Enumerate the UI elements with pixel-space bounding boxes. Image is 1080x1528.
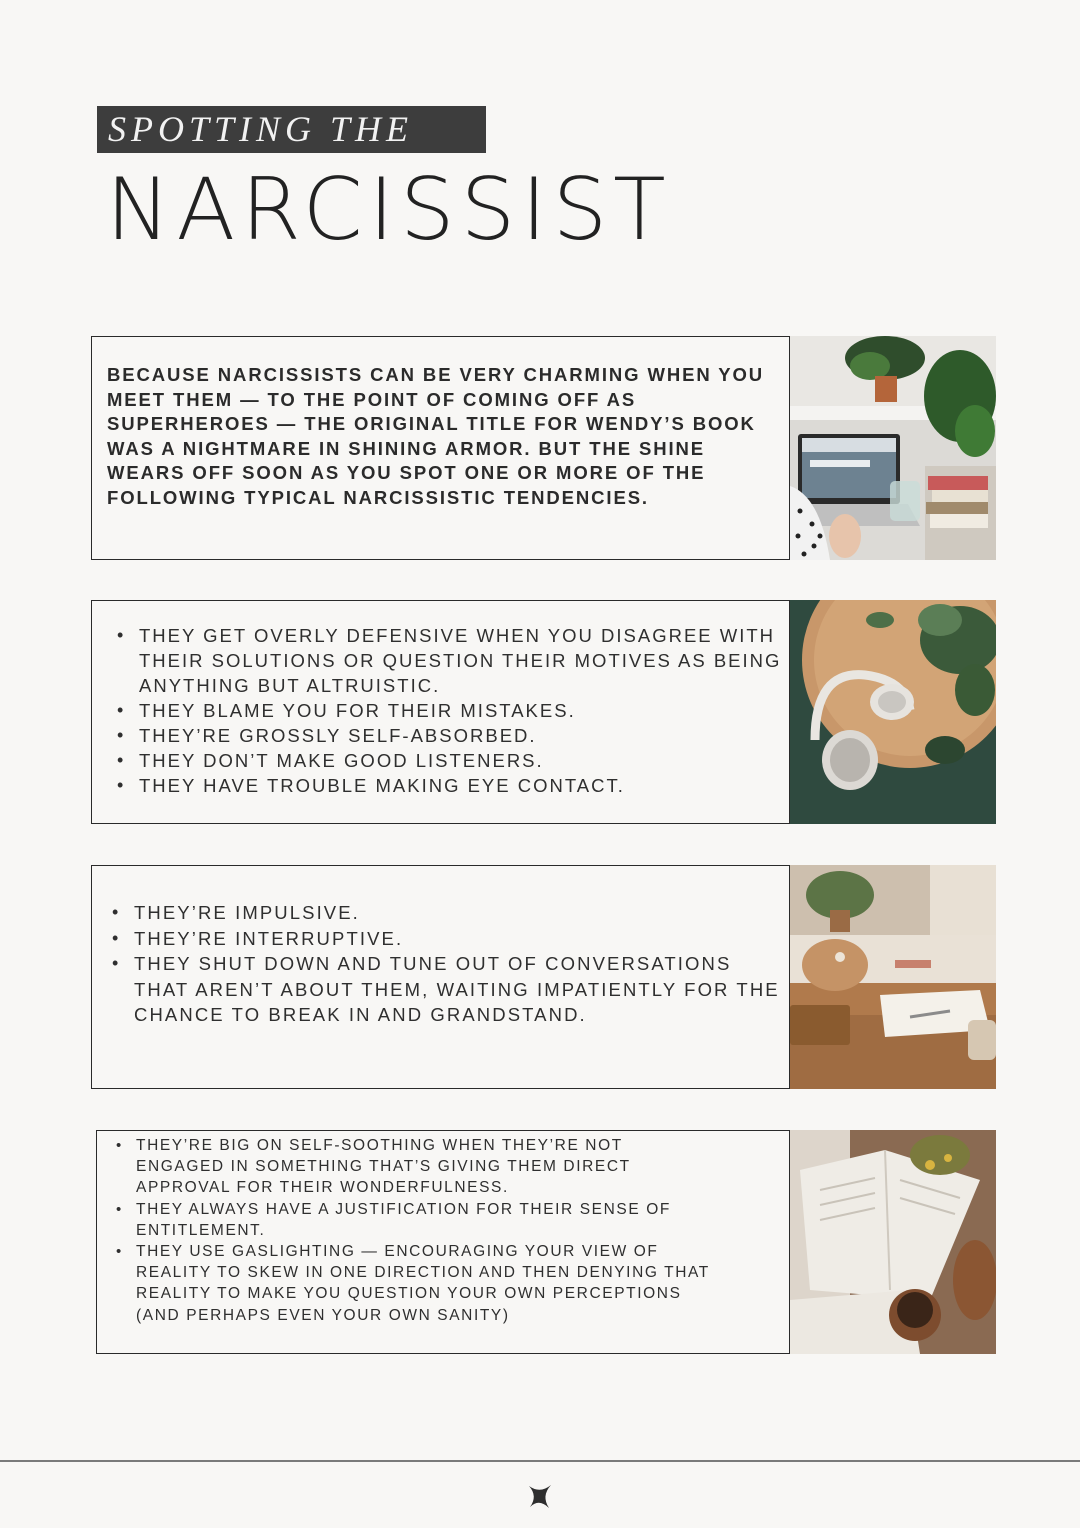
list-item: • THEY’RE INTERRUPTIVE. <box>112 926 792 952</box>
list-item: • THEY’RE GROSSLY SELF-ABSORBED. <box>117 723 782 748</box>
list-card-3 <box>96 1130 790 1354</box>
list-item: • THEY HAVE TROUBLE MAKING EYE CONTACT. <box>117 773 782 798</box>
list-item: • THEY ALWAYS HAVE A JUSTIFICATION FOR THEIR SENSE OF ENTITLEMENT. <box>116 1199 716 1241</box>
list-item: • THEY BLAME YOU FOR THEIR MISTAKES. <box>117 698 782 723</box>
page-title: NARCISSIST <box>106 160 672 260</box>
tendency-list-1 <box>117 623 782 798</box>
sparkle-icon <box>527 1483 553 1509</box>
list-item: • THEY USE GASLIGHTING — ENCOURAGING YOUR VIEW OF REALITY TO SKEW IN ONE DIRECTION AND THEN DENYING THAT REALITY TO MAKE YOU QUESTION YOUR OWN PERCEPTIONS (AND PERHAPS EVEN YOUR OWN SANITY) <box>116 1241 716 1326</box>
intro-text: BECAUSE NARCISSISTS CAN BE VERY CHARMING WHEN YOU MEET THEM — TO THE POINT OF COMING OFF AS SUPERHEROES — THE ORIGINAL TITLE FOR WENDY’S BOOK WAS A NIGHTMARE IN SHINING ARMOR. BUT THE SHINE WEARS OFF SOON AS YOU SPOT ONE OR MORE OF THE FOLLOWING TYPICAL NARCISSISTIC TENDENCIES. <box>107 364 765 508</box>
list-item: • THEY DON’T MAKE GOOD LISTENERS. <box>117 748 782 773</box>
header-tag: SPOTTING THE <box>97 106 486 153</box>
laptop-desk-photo <box>790 336 996 560</box>
list-card-1 <box>91 600 790 824</box>
list-item: • THEY’RE IMPULSIVE. <box>112 900 792 926</box>
tendency-list-2 <box>112 900 792 1028</box>
list-item: • THEY’RE BIG ON SELF-SOOTHING WHEN THEY’RE NOT ENGAGED IN SOMETHING THAT’S GIVING THEM DIRECT APPROVAL FOR THEIR WONDERFULNESS. <box>116 1135 716 1199</box>
list-item: • THEY GET OVERLY DEFENSIVE WHEN YOU DISAGREE WITH THEIR SOLUTIONS OR QUESTION THEIR MOTIVES AS BEING ANYTHING BUT ALTRUISTIC. <box>117 623 782 698</box>
intro-card <box>91 336 790 560</box>
list-card-2 <box>91 865 790 1089</box>
list-item: • THEY SHUT DOWN AND TUNE OUT OF CONVERSATIONS THAT AREN’T ABOUT THEM, WAITING IMPATIENTLY FOR THE CHANCE TO BREAK IN AND GRANDSTAND. <box>112 951 792 1028</box>
notebook-table-photo <box>790 865 996 1089</box>
footer-divider <box>0 1460 1080 1462</box>
open-book-tea-photo <box>790 1130 996 1354</box>
headphones-table-photo <box>790 600 996 824</box>
tendency-list-3 <box>116 1135 716 1326</box>
